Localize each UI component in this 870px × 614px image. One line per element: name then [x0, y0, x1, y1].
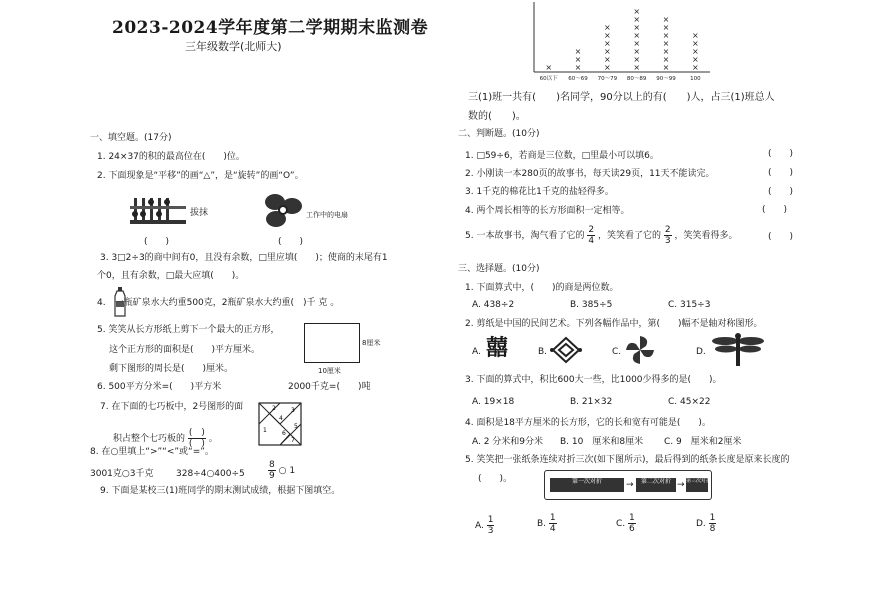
- choice-q5-line2: ( )。: [478, 474, 513, 484]
- choice-q4-opt-c[interactable]: C. 9 厘米和2厘米: [664, 437, 742, 447]
- tally-x-mark: ×: [633, 7, 641, 16]
- fill-q8c: $\frac{8}{9}$ ○ 1: [269, 460, 296, 481]
- arrow-icon: →: [677, 480, 685, 490]
- judge-item-5: 5. 一本故事书，淘气看了它的 $\frac{2}{4}$ ，笑笑看了它的 $\frac{2}{3}$ ，笑笑看得多。: [465, 225, 738, 246]
- score-chart: [532, 2, 712, 84]
- choice-q2-opt-c[interactable]: C.: [612, 347, 622, 357]
- choice-q3-opt-c[interactable]: C. 45×22: [668, 397, 711, 407]
- choice-q5-opt-a[interactable]: A. $\frac{1}{3}$: [475, 515, 494, 536]
- choice-q3-opt-a[interactable]: A. 19×18: [472, 397, 515, 407]
- judge-answer-2[interactable]: ( ): [768, 168, 794, 178]
- tally-x-mark: ×: [603, 55, 611, 64]
- fold-step-1: 第一次对折: [550, 478, 624, 492]
- choice-q2-opt-b[interactable]: B.: [538, 347, 548, 357]
- fill-q7-line1: 7. 在下面的七巧板中，2号图形的面: [100, 402, 244, 412]
- chart-category-label: 70～79: [597, 76, 618, 82]
- tally-x-mark: ×: [545, 63, 553, 72]
- tally-x-mark: ×: [574, 47, 582, 56]
- q8c-fraction: $\frac{8}{9}$: [269, 460, 275, 481]
- tally-x-mark: ×: [603, 39, 611, 48]
- tally-x-mark: ×: [633, 31, 641, 40]
- fill-q8b: 328÷4○400÷5: [176, 469, 245, 479]
- tally-x-mark: ×: [633, 47, 641, 56]
- section-choice-heading: 三、选择题。(10分): [458, 264, 540, 274]
- q2-blank-fan[interactable]: ( ): [278, 237, 304, 247]
- tally-x-mark: ×: [691, 39, 699, 48]
- section-fill-heading: 一、填空题。(17分): [90, 133, 172, 143]
- rectangle-figure: [304, 323, 360, 363]
- fan-icon: [262, 192, 304, 228]
- rect-side-label: 8厘米: [362, 339, 381, 347]
- tally-x-mark: ×: [691, 63, 699, 72]
- chart-category-label: 60～69: [568, 76, 588, 82]
- fill-q3-line1: 3. 3□2÷3的商中间有0，且没有余数，□里应填( )；使商的末尾有1: [100, 253, 388, 263]
- tangram-label: 2: [272, 405, 276, 412]
- fill-q4: 4. 一瓶矿泉水大约重500克，2瓶矿泉水大约重( )千 克 。: [97, 298, 340, 308]
- tally-x-mark: ×: [662, 47, 670, 56]
- tally-x-mark: ×: [691, 31, 699, 40]
- q9-text-line2: 数的( )。: [468, 111, 526, 122]
- fill-q9: 9. 下面是某校三(1)班同学的期末测试成绩，根据下图填空。: [100, 486, 341, 496]
- tangram-label: 5: [294, 423, 298, 430]
- judge-item-1: 1. □59÷6，若商是三位数，□里最小可以填6。: [465, 151, 659, 161]
- q2-blank-abacus[interactable]: ( ): [144, 237, 170, 247]
- tally-x-mark: ×: [662, 31, 670, 40]
- choice-q5-opt-b[interactable]: B. $\frac{1}{4}$: [537, 513, 556, 534]
- choice-q4: 4. 面积是18平方厘米的长方形，它的长和宽有可能是( )。: [465, 418, 711, 428]
- tally-x-mark: ×: [574, 55, 582, 64]
- chart-category-label: 60以下: [539, 76, 558, 82]
- fill-q6-part1: 6. 500平方分米=( )平方米: [97, 382, 222, 392]
- tangram-figure: [258, 402, 302, 446]
- q2-label-abacus: 拔抹: [190, 208, 209, 218]
- frac-2-3: $\frac{2}{3}$: [664, 225, 671, 246]
- choice-q1-opt-c[interactable]: C. 315÷3: [668, 300, 711, 310]
- tally-x-mark: ×: [603, 31, 611, 40]
- choice-q5-line1: 5. 笑笑把一张纸条连续对折三次(如下图所示)，最后得到的纸条长度是原来长度的: [465, 455, 790, 465]
- q9-text-line1: 三(1)班一共有( )名同学，90分以上的有( )人，占三(1)班总人: [468, 92, 775, 103]
- tally-x-mark: ×: [603, 23, 611, 32]
- choice-q5-opt-d[interactable]: D. $\frac{1}{8}$: [696, 513, 716, 534]
- choice-q3-opt-b[interactable]: B. 21×32: [570, 397, 613, 407]
- section-judge-heading: 二、判断题。(10分): [458, 129, 540, 139]
- tangram-label: 7: [291, 437, 295, 444]
- arrow-icon: →: [626, 480, 634, 490]
- tally-x-mark: ×: [662, 23, 670, 32]
- choice-q2-opt-d[interactable]: D.: [696, 347, 706, 357]
- dragonfly-icon: [710, 332, 766, 368]
- fill-q1: 1. 24×37的积的最高位在( )位。: [97, 152, 245, 162]
- tally-x-mark: ×: [603, 47, 611, 56]
- choice-q2: 2. 剪纸是中国的民间艺术。下列各幅作品中，第( )幅不是轴对称图形。: [465, 319, 763, 329]
- tally-x-mark: ×: [662, 15, 670, 24]
- judge-answer-1[interactable]: ( ): [768, 149, 794, 159]
- exam-subtitle: 三年级数学(北师大): [185, 40, 282, 53]
- choice-q1-opt-b[interactable]: B. 385÷5: [570, 300, 613, 310]
- abacus-image: [128, 196, 188, 226]
- tangram-label: 3: [291, 407, 295, 414]
- judge-item-3: 3. 1千克的棉花比1千克的盐轻得多。: [465, 187, 614, 197]
- judge-item-2: 2. 小刚读一本280页的故事书，每天读29页，11天不能读完。: [465, 169, 715, 179]
- tally-x-mark: ×: [633, 39, 641, 48]
- choice-q4-opt-b[interactable]: B. 10 厘米和8厘米: [560, 437, 644, 447]
- choice-q2-opt-a[interactable]: A.: [472, 347, 481, 357]
- judge-answer-5[interactable]: ( ): [768, 232, 794, 242]
- q7-fraction-blank[interactable]: $\frac{( )}{( )}$: [188, 428, 205, 449]
- tangram-label: 4: [279, 415, 283, 422]
- tangram-label: 1: [263, 427, 267, 434]
- judge-answer-4[interactable]: ( ): [762, 205, 788, 215]
- fill-q5-line2: 这个正方形的面积是( )平方厘米。: [109, 345, 261, 355]
- fill-q7-line2: 积占整个七巧板的 $\frac{( )}{( )}$ 。: [113, 428, 218, 449]
- knot-pattern-icon: [549, 336, 583, 364]
- pinwheel-icon: [624, 334, 656, 366]
- choice-q1: 1. 下面算式中，( )的商是两位数。: [465, 283, 619, 293]
- tally-x-mark: ×: [662, 55, 670, 64]
- rect-bottom-label: 10厘米: [318, 367, 341, 375]
- choice-q4-opt-a[interactable]: A. 2 分米和9分米: [472, 437, 544, 447]
- tally-x-mark: ×: [633, 63, 641, 72]
- tally-x-mark: ×: [691, 47, 699, 56]
- tally-x-mark: ×: [662, 63, 670, 72]
- tally-x-mark: ×: [633, 55, 641, 64]
- fold-step-2: 第二次对折: [636, 478, 676, 492]
- choice-q1-opt-a[interactable]: A. 438÷2: [472, 300, 515, 310]
- tally-x-mark: ×: [633, 15, 641, 24]
- tally-x-mark: ×: [603, 63, 611, 72]
- choice-q3: 3. 下面的算式中，积比600大一些，比1000少得多的是( )。: [465, 375, 722, 385]
- choice-q5-opt-c[interactable]: C. $\frac{1}{6}$: [616, 513, 635, 534]
- frac-2-4: $\frac{2}{4}$: [588, 225, 595, 246]
- judge-answer-3[interactable]: ( ): [768, 187, 794, 197]
- fill-q8: 8. 在○里填上“>”“<”或“=”。: [90, 447, 214, 457]
- tally-x-mark: ×: [691, 55, 699, 64]
- double-happiness-icon: 囍: [486, 336, 509, 361]
- fill-q2: 2. 下面现象是“平移”的画“△”，是“旋转”的画“O”。: [97, 171, 304, 181]
- judge-item-4: 4. 两个周长相等的长方形面积一定相等。: [465, 206, 630, 216]
- tally-x-mark: ×: [633, 23, 641, 32]
- fill-q3-line2: 个0，且有余数，□最大应填( )。: [97, 271, 245, 281]
- fill-q6-part2: 2000千克=( )吨: [288, 382, 371, 392]
- tally-x-mark: ×: [662, 39, 670, 48]
- chart-category-label: 100: [690, 76, 701, 82]
- fill-q5-line3: 剩下图形的周长是( )厘米。: [109, 364, 234, 374]
- tangram-label: 6: [282, 430, 286, 437]
- chart-category-label: 90～99: [656, 76, 676, 82]
- tally-x-mark: ×: [574, 63, 582, 72]
- q2-label-fan: 工作中的电扇: [306, 211, 348, 219]
- fill-q8a: 3001克○3千克: [90, 469, 154, 479]
- fold-step-3: 第三次对折: [686, 478, 708, 492]
- chart-category-label: 80～89: [626, 76, 647, 82]
- fill-q5-line1: 5. 笑笑从长方形纸上剪下一个最大的正方形，: [97, 325, 280, 335]
- exam-title: 2023-2024学年度第二学期期末监测卷: [112, 18, 429, 38]
- q7-text: 积占整个七巧板的: [113, 434, 186, 444]
